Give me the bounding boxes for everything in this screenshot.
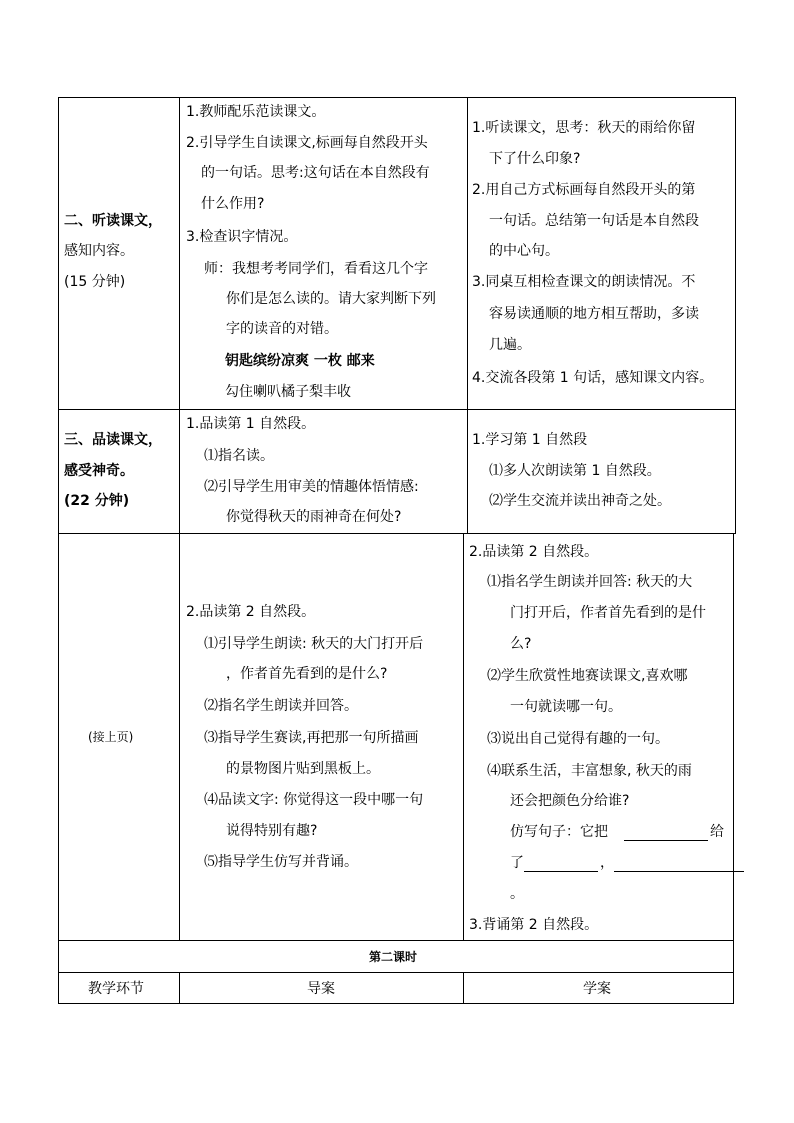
study-line: 容易读通顺的地方相互帮助，多读 — [489, 306, 699, 322]
study-line: 3.背诵第 2 自然段。 — [469, 917, 599, 933]
guide-line: ，作者首先看到的是什么? — [226, 666, 388, 682]
section-title: (接上页) — [88, 730, 134, 744]
table-line-row3-bottom — [58, 940, 734, 941]
guide-line: ⑴引导学生朗读: 秋天的大门打开后 — [204, 636, 424, 652]
guide-vocab-line: 勾住喇叭橘子梨丰收 — [225, 384, 351, 400]
study-line: 3.同桌互相检查课文的朗读情况。不 — [472, 274, 696, 290]
table-col1-divider-header — [179, 972, 180, 1003]
study-line: 下了什么印象? — [489, 151, 581, 167]
section-subtitle: 感知内容。 — [64, 243, 134, 259]
guide-line: 说得特别有趣? — [226, 823, 318, 839]
study-line: 一句话。总结第一句话是本自然段 — [489, 213, 699, 229]
study-line: 2.用自己方式标画每自然段开头的第 — [472, 182, 696, 198]
section-time: (15 分钟) — [64, 274, 126, 290]
table-line-row2-bottom — [58, 533, 736, 534]
header-study-plan: 学案 — [583, 981, 611, 997]
study-line: 还会把颜色分给谁? — [510, 793, 630, 809]
table-border-top — [58, 97, 736, 98]
study-line: ⑵学生交流并读出神奇之处。 — [489, 493, 671, 509]
imitation-period: 。 — [510, 886, 524, 902]
imitation-prompt — [510, 823, 724, 841]
guide-line: ⑴指名读。 — [204, 448, 274, 464]
fill-blank-1[interactable] — [624, 826, 708, 841]
fill-blank-3[interactable] — [614, 857, 744, 872]
header-teaching-step: 教学环节 — [88, 981, 144, 997]
study-line: 1.学习第 1 自然段 — [472, 432, 588, 448]
guide-line: 2.引导学生自读课文,标画每自然段开头 — [186, 135, 428, 151]
imitation-prompt-give: 给 — [710, 824, 724, 840]
guide-line: 你觉得秋天的雨神奇在何处? — [226, 509, 402, 525]
table-col2-divider-upper — [467, 97, 468, 534]
section-title: 三、品读课文， — [64, 432, 162, 448]
table-border-right-lower — [733, 533, 734, 1004]
guide-line: ⑷品读文字: 你觉得这一段中哪一句 — [204, 792, 424, 808]
guide-line: ⑵引导学生用审美的情趣体悟情感: — [204, 479, 419, 495]
guide-line: 什么作用? — [201, 196, 265, 212]
section-subtitle: 感受神奇。 — [64, 463, 134, 479]
study-line: 1.听读课文，思考：秋天的雨给你留 — [472, 120, 696, 136]
table-line-row1-bottom — [58, 409, 736, 410]
table-border-bottom — [58, 1003, 734, 1004]
study-line: 几遍。 — [489, 337, 531, 353]
guide-line: ⑸指导学生仿写并背诵。 — [204, 854, 358, 870]
table-col2-divider-header — [463, 972, 464, 1003]
guide-line: 1.品读第 1 自然段。 — [186, 416, 316, 432]
study-line: ⑵学生欣赏性地赛读课文,喜欢哪 — [487, 668, 688, 684]
imitation-line-2 — [510, 854, 744, 872]
guide-line: ⑵指名学生朗读并回答。 — [204, 698, 358, 714]
section-time: (22 分钟) — [64, 493, 130, 509]
section-title: 二、听读课文， — [64, 213, 162, 229]
header-guide-plan: 导案 — [307, 981, 335, 997]
guide-line: 字的读音的对错。 — [226, 321, 338, 337]
guide-line: 的一句话。思考:这句话在本自然段有 — [201, 165, 430, 181]
imitation-prompt-label: 仿写句子：它把 — [510, 824, 608, 840]
fill-blank-2[interactable] — [524, 857, 598, 872]
lesson-title: 第二课时 — [369, 950, 418, 964]
guide-line: 师：我想考考同学们，看看这几个字 — [204, 261, 428, 277]
guide-line: 2.品读第 2 自然段。 — [186, 604, 316, 620]
study-line: 么? — [510, 636, 532, 652]
study-line: 2.品读第 2 自然段。 — [469, 544, 599, 560]
table-border-left — [58, 97, 59, 1004]
table-col1-divider — [179, 97, 180, 940]
study-line: ⑴多人次朗读第 1 自然段。 — [489, 463, 661, 479]
imitation-prompt-le: 了 — [510, 855, 524, 871]
table-col2-divider-lower — [463, 533, 464, 940]
study-line: ⑴指名学生朗读并回答: 秋天的大 — [487, 574, 693, 590]
table-line-row4-bottom — [58, 972, 734, 973]
guide-line: 你们是怎么读的。请大家判断下列 — [226, 291, 436, 307]
guide-line: 1.教师配乐范读课文。 — [186, 104, 326, 120]
guide-line: ⑶指导学生赛读,再把那一句所描画 — [204, 730, 419, 746]
study-line: 4.交流各段第 1 句话，感知课文内容。 — [472, 370, 714, 386]
table-border-right-upper — [735, 97, 736, 534]
guide-line: 3.检查识字情况。 — [186, 229, 298, 245]
study-line: ⑷联系生活，丰富想象, 秋天的雨 — [487, 763, 692, 779]
study-line: 的中心句。 — [489, 243, 559, 259]
study-line: 一句就读哪一句。 — [510, 699, 622, 715]
study-line: ⑶说出自己觉得有趣的一句。 — [487, 731, 669, 747]
guide-vocab-line: 钥匙缤纷凉爽 一枚 邮来 — [225, 353, 375, 369]
study-line: 门打开后，作者首先看到的是什 — [510, 605, 706, 621]
guide-line: 的景物图片贴到黑板上。 — [226, 761, 380, 777]
imitation-comma: ， — [600, 855, 614, 871]
